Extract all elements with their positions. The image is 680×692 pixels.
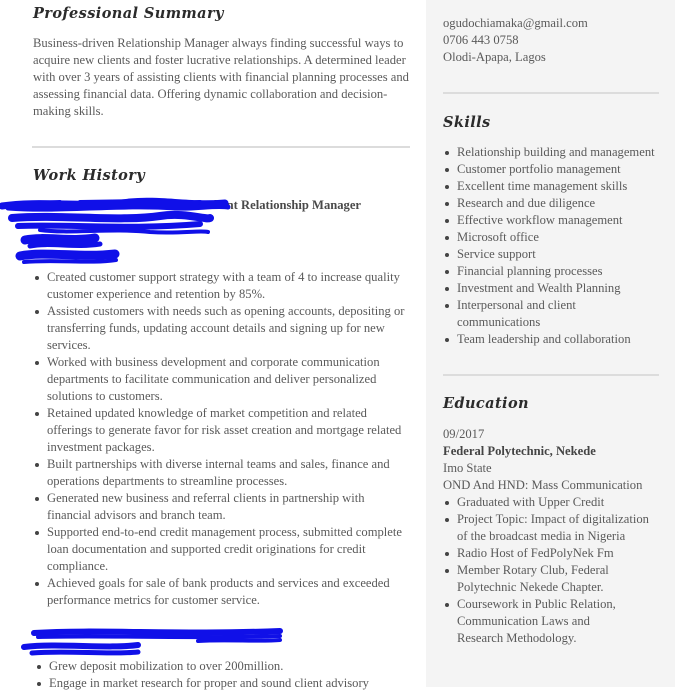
list-item: Engage in market research for proper and sound client advisory — [35, 675, 413, 692]
work-history-heading: Work History — [33, 167, 146, 184]
list-item: Interpersonal and client communications — [443, 297, 617, 331]
list-item: Assisted customers with needs such as opening accounts, depositing or transferring funds, updating account details and signing up for new services. — [33, 303, 411, 354]
job-header-1 — [33, 198, 393, 215]
list-item: Service support — [443, 246, 663, 263]
education-bullet-list — [443, 494, 665, 647]
list-item: Project Topic: Impact of digitalization of the broadcast media in Nigeria — [443, 511, 657, 545]
contact-email[interactable]: ogudochiamaka@gmail.com — [443, 16, 588, 30]
list-item: Graduated with Upper Credit — [443, 494, 665, 511]
list-item: Excellent time management skills — [443, 178, 663, 195]
contact-info — [443, 15, 663, 66]
list-item: Worked with business development and corporate communication departments to facilitate communication and deliver personalized solutions to customers. — [33, 354, 411, 405]
list-item: Retained updated knowledge of market competition and related offerings to generate favor for risk asset creation and mortgage related investment packages. — [33, 405, 411, 456]
education-location: Imo State — [443, 461, 492, 475]
sidebar-divider-2 — [443, 374, 659, 376]
redaction-scribble-job-2 — [18, 625, 286, 659]
education-heading: Education — [443, 395, 529, 412]
section-divider — [32, 146, 410, 148]
list-item: Achieved goals for sale of bank products and services and exceeded performance metrics for customer service. — [33, 575, 411, 609]
education-entry — [443, 426, 665, 647]
list-item: Grew deposit mobilization to over 200million. — [35, 658, 413, 675]
list-item: Created customer support strategy with a team of 4 to increase quality customer experience and retention by 85%. — [33, 269, 411, 303]
contact-location: Olodi-Apapa, Lagos — [443, 50, 546, 64]
list-item: Financial planning processes — [443, 263, 663, 280]
education-school: Federal Polytechnic, Nekede — [443, 444, 596, 458]
list-item: Microsoft office — [443, 229, 663, 246]
sidebar-divider-1 — [443, 92, 659, 94]
professional-summary-text: Business-driven Relationship Manager always finding successful ways to acquire new clients and foster lucrative relationships. A determined leader with over 3 years of assisting clients with financial planning processes and assessing financial data. Offering dynamic collaboration and decision-making skills. — [33, 36, 409, 118]
education-date: 09/2017 — [443, 427, 485, 441]
list-item: Generated new business and referral clients in partnership with financial advisors and branch team. — [33, 490, 411, 524]
list-item: Team leadership and collaboration — [443, 331, 663, 348]
list-item: Relationship building and management — [443, 144, 663, 161]
skills-heading: Skills — [443, 114, 491, 131]
list-item: Investment and Wealth Planning — [443, 280, 663, 297]
skills-list — [443, 144, 663, 348]
list-item: Research and due diligence — [443, 195, 663, 212]
list-item: Supported end-to-end credit management process, submitted complete loan documentation and supported credit originations for credit compliance. — [33, 524, 411, 575]
list-item: Built partnerships with diverse internal teams and sales, finance and operations departments to streamline processes. — [33, 456, 411, 490]
list-item: Coursework in Public Relation, Communication Laws and Research Methodology. — [443, 596, 637, 647]
list-item: Effective workflow management — [443, 212, 663, 229]
education-degree: OND And HND: Mass Communication — [443, 478, 643, 492]
job-1-bullet-list — [33, 269, 411, 609]
professional-summary-heading: Professional Summary — [33, 5, 224, 22]
job-position-title: Client Relationship Manager — [205, 198, 362, 212]
contact-phone: 0706 443 0758 — [443, 33, 519, 47]
list-item: Customer portfolio management — [443, 161, 663, 178]
list-item: Member Rotary Club, Federal Polytechnic Nekede Chapter. — [443, 562, 627, 596]
list-item: Radio Host of FedPolyNek Fm — [443, 545, 665, 562]
